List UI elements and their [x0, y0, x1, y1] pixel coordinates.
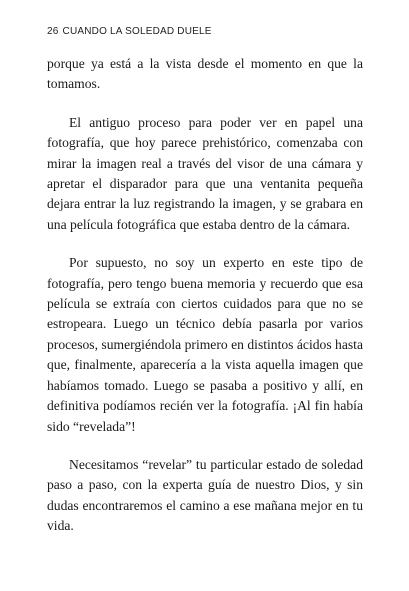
paragraph-3: Por supuesto, no soy un experto en este tipo de fotografía, pero tengo buena memoria y recuerdo que esa película se extraía con ciertos cuidados para que no se estropeara. Luego un técnico debía pasarla por varios procesos, sumergiéndola primero en distintos ácidos hasta que, finalmente, aparecería a la vista aquella imagen que habíamos tomado. Luego se pasaba a positivo y allí, en definitiva podíamos recién ver la fotografía. ¡Al fin había sido “revelada”!	[47, 255, 363, 434]
paragraph-1: porque ya está a la vista desde el momento en que la tomamos.	[47, 56, 363, 92]
running-title: CUANDO LA SOLEDAD DUELE	[62, 26, 212, 37]
paragraph-2: El antiguo proceso para poder ver en papel una fotografía, que hoy parece prehistórico, comenzaba con mirar la imagen real a través del visor de una cámara y apretar el disparador para que una ventanita pequeña dejara entrar la luz registrando la imagen, y se grabara en una película fotográfica que estaba dentro de la cámara.	[47, 114, 363, 232]
page-number: 26	[47, 26, 59, 37]
body-text	[47, 54, 363, 555]
paragraph-4: Necesitamos “revelar” tu particular estado de soledad paso a paso, con la experta guía de nuestro Dios, y sin dudas encontraremos el camino a ese mañana mejor en tu vida.	[47, 456, 363, 534]
running-header	[47, 26, 212, 37]
